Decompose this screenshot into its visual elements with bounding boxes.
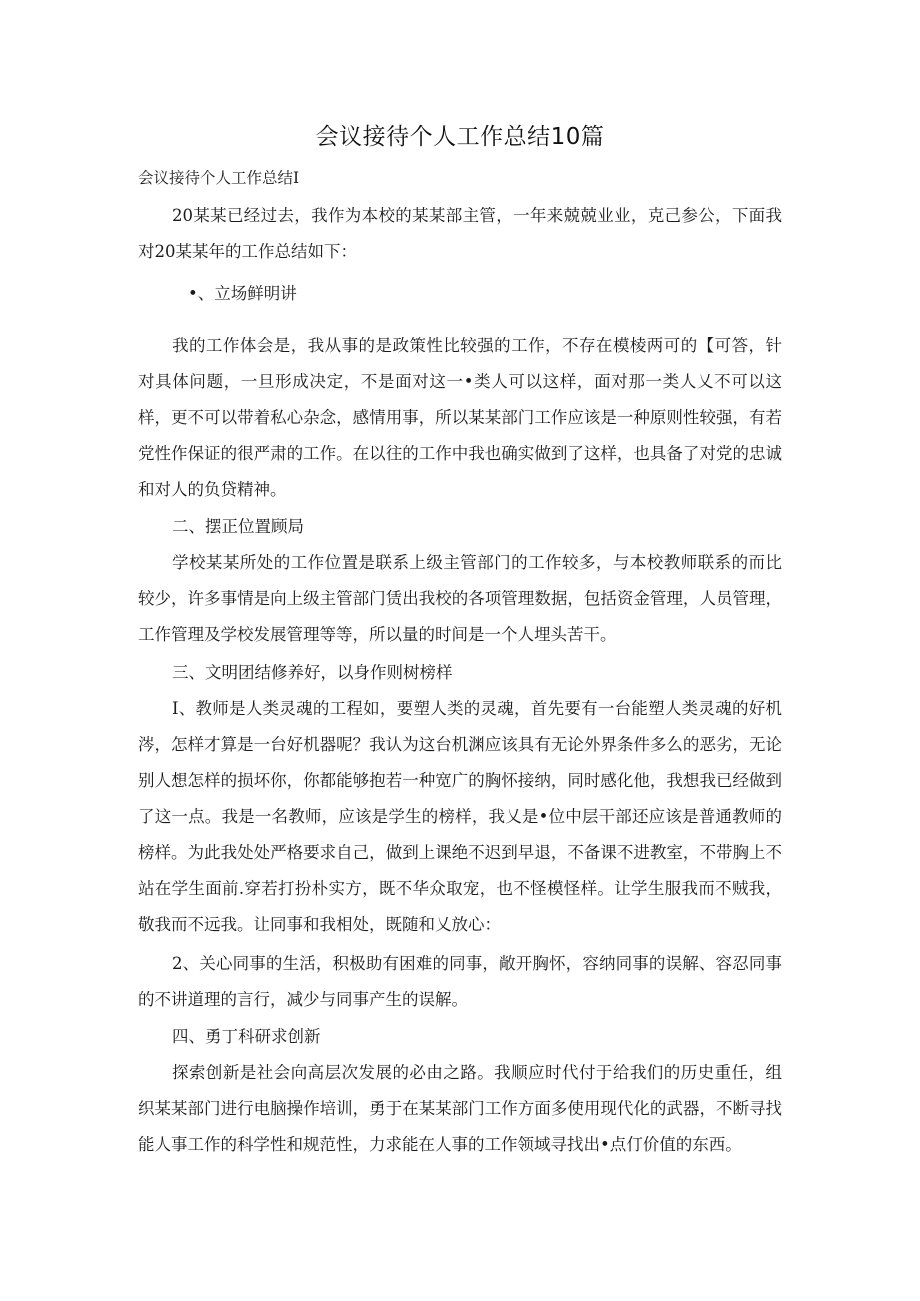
section-1-heading: •、立场鲜明讲 xyxy=(188,284,297,303)
document-subtitle: 会议接待个人工作总结I xyxy=(138,169,300,187)
section-4-paragraph: 探索创新是社会向高层次发展的必由之路。我顺应时代付于给我们的历史重任，组织某某部门进行电脑操作培训，勇于在某某部门工作方面多使用现代化的武器，不断寻找能人事工作的科学性和规范性，力求能在人事的工作领域寻找出•点仃价值的东西。 xyxy=(138,1063,782,1154)
section-3-item-1: I、教师是人类灵魂的工程如，要塑人类的灵魂，首先要有一台能塑人类灵魂的好机涔，怎样才算是一台好机器呢？我认为这台机渊应该具有无论外界条件多么的恶劣，无论别人想怎样的损坏你，你都能够抱若一种宽广的胸怀接纳，同时感化他，我想我已经做到了这一点。我是一名教师，应该是学生的榜样，我乂是•位中层干部还应该是普通教师的榜样。为此我处处严格要求自己，做到上课绝不迟到早退，不备课不进教室，不带胸上不站在学生面前.穿若打扮朴实方，既不华众取宠，也不怪模怪样。让学生服我而不贼我，敬我而不远我。让同事和我相处，既随和乂放心： xyxy=(138,699,782,934)
section-3-item-2: 2、关心同事的生活，积极助有困难的同事，敞开胸怀，容纳同事的误解、容忍同事的不讲道理的言行，减少与同事产生的误解。 xyxy=(138,954,782,1009)
document-title: 会议接待个人工作总结10篇 xyxy=(315,124,605,150)
section-2-heading: 二、摆正位置顾局 xyxy=(172,517,304,536)
intro-paragraph: 20某某已经过去，我作为本校的某某部主管，一年来兢兢业业，克己参公，下面我对20某某年的工作总结如下： xyxy=(138,206,782,261)
section-2-paragraph: 学校某某所处的工作位置是联系上级主管部门的工作较多，与本校教师联系的而比较少，许多事情是向上级主管部门赁出我校的各项管理数据，包括资金管理，人员管理，工作管理及学校发展管理等等，所以量的时间是一个人埋头苦干。 xyxy=(138,553,782,644)
section-4-heading: 四、勇丁科研求创新 xyxy=(172,1027,321,1046)
section-3-heading: 三、文明团结修养好，以身作则树榜样 xyxy=(172,663,453,682)
section-1-paragraph: 我的工作体会是，我从事的是政策性比较强的工作，不存在模棱两可的【可答，针对具体问题，一旦形成决定，不是面对这一•类人可以这样，面对那一类人乂不可以这样，更不可以带着私心杂念，感情用事，所以某某部门工作应该是一种原则性较强，有若党性作保证的很严肃的工作。在以往的工作中我也确实做到了这样，也具备了对党的忠诚和对人的负贷精神。 xyxy=(138,336,782,499)
